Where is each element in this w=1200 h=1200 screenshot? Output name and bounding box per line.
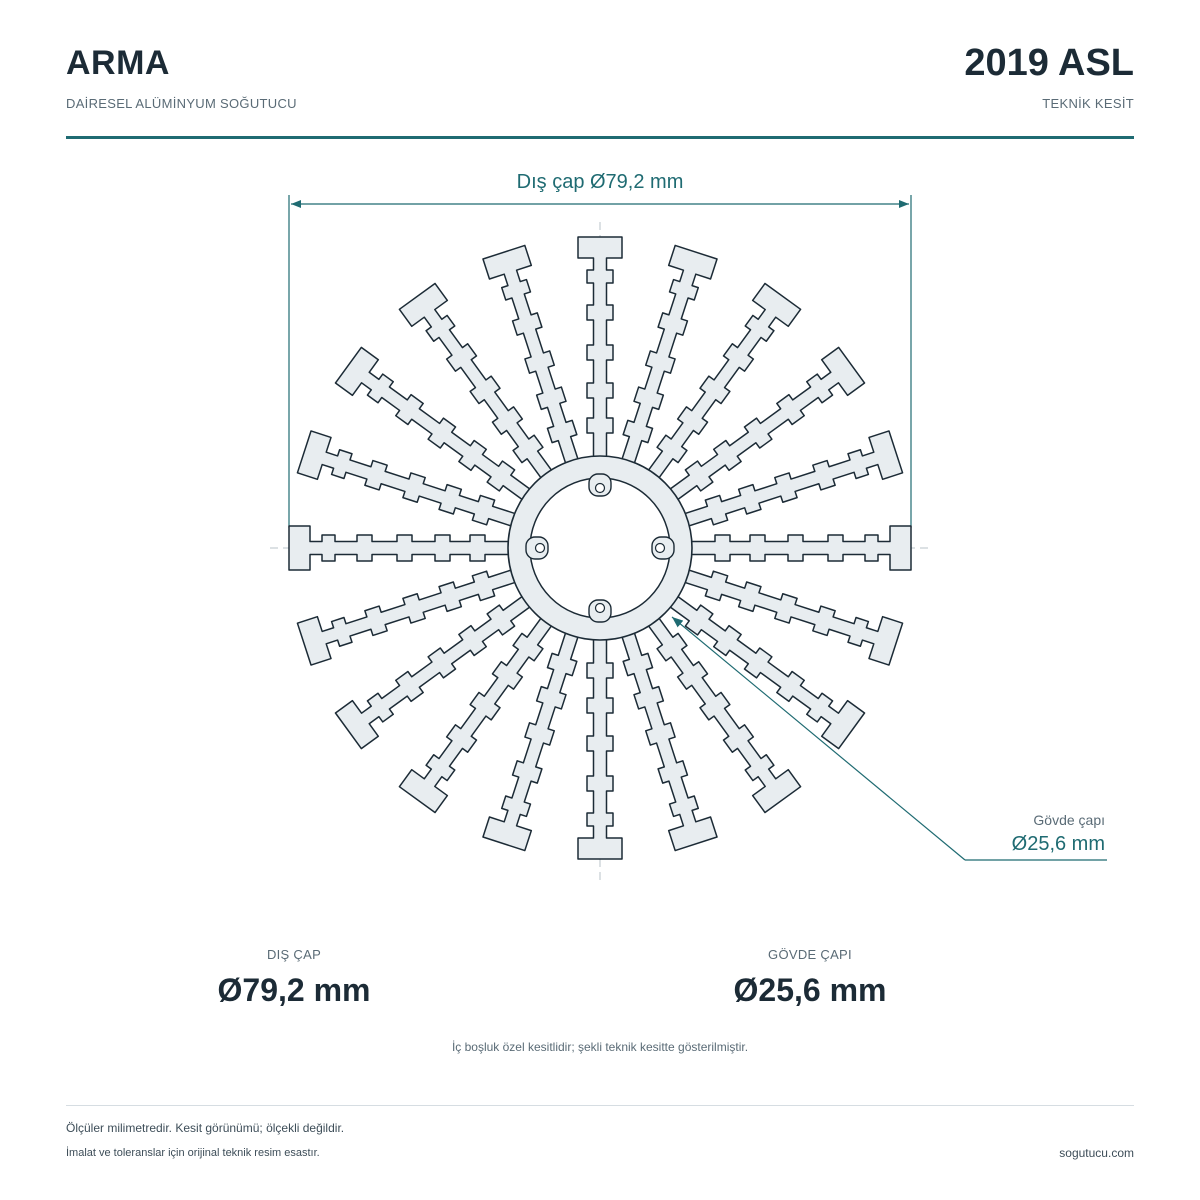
stat-body-diameter <box>610 947 1010 1009</box>
outer-dimension-label: Dış çap Ø79,2 mm <box>516 171 684 193</box>
cavity-tab <box>589 600 611 622</box>
fin <box>289 526 520 570</box>
callout-leader <box>672 617 965 860</box>
brand-title: ARMA <box>66 44 170 82</box>
footer-divider <box>66 1105 1134 1106</box>
stat-outer-label: DIŞ ÇAP <box>266 947 322 962</box>
fin <box>578 628 622 859</box>
model-code: 2019 ASL <box>964 42 1134 84</box>
cavity-note: İç boşluk özel kesitlidir; şekli teknik kesitte gösterilmiştir. <box>451 1040 749 1054</box>
stat-body-label: GÖVDE ÇAPI <box>768 947 852 962</box>
stat-outer-diameter <box>94 947 494 1009</box>
view-label: TEKNİK KESİT <box>1042 96 1134 111</box>
cavity-tab <box>526 537 548 559</box>
footer-website: sogutucu.com <box>1059 1146 1134 1160</box>
stat-outer-value: Ø79,2 mm <box>217 972 371 1008</box>
stat-body-value: Ø25,6 mm <box>733 972 887 1008</box>
fin <box>578 237 622 468</box>
core-cavity <box>530 478 670 618</box>
product-subtitle: DAİRESEL ALÜMİNYUM SOĞUTUCU <box>66 96 297 111</box>
heatsink-core <box>508 456 692 640</box>
cavity-tab <box>589 474 611 496</box>
footer-note-units: Ölçüler milimetredir. Kesit görünümü; ölçekli değildir. <box>66 1121 345 1135</box>
callout-value: Ø25,6 mm <box>1011 833 1105 855</box>
fin <box>680 526 911 570</box>
callout-label: Gövde çapı <box>1033 812 1105 828</box>
cavity-tab <box>652 537 674 559</box>
footer-note-tolerance: İmalat ve toleranslar için orijinal teknik resim esastır. <box>66 1147 320 1159</box>
